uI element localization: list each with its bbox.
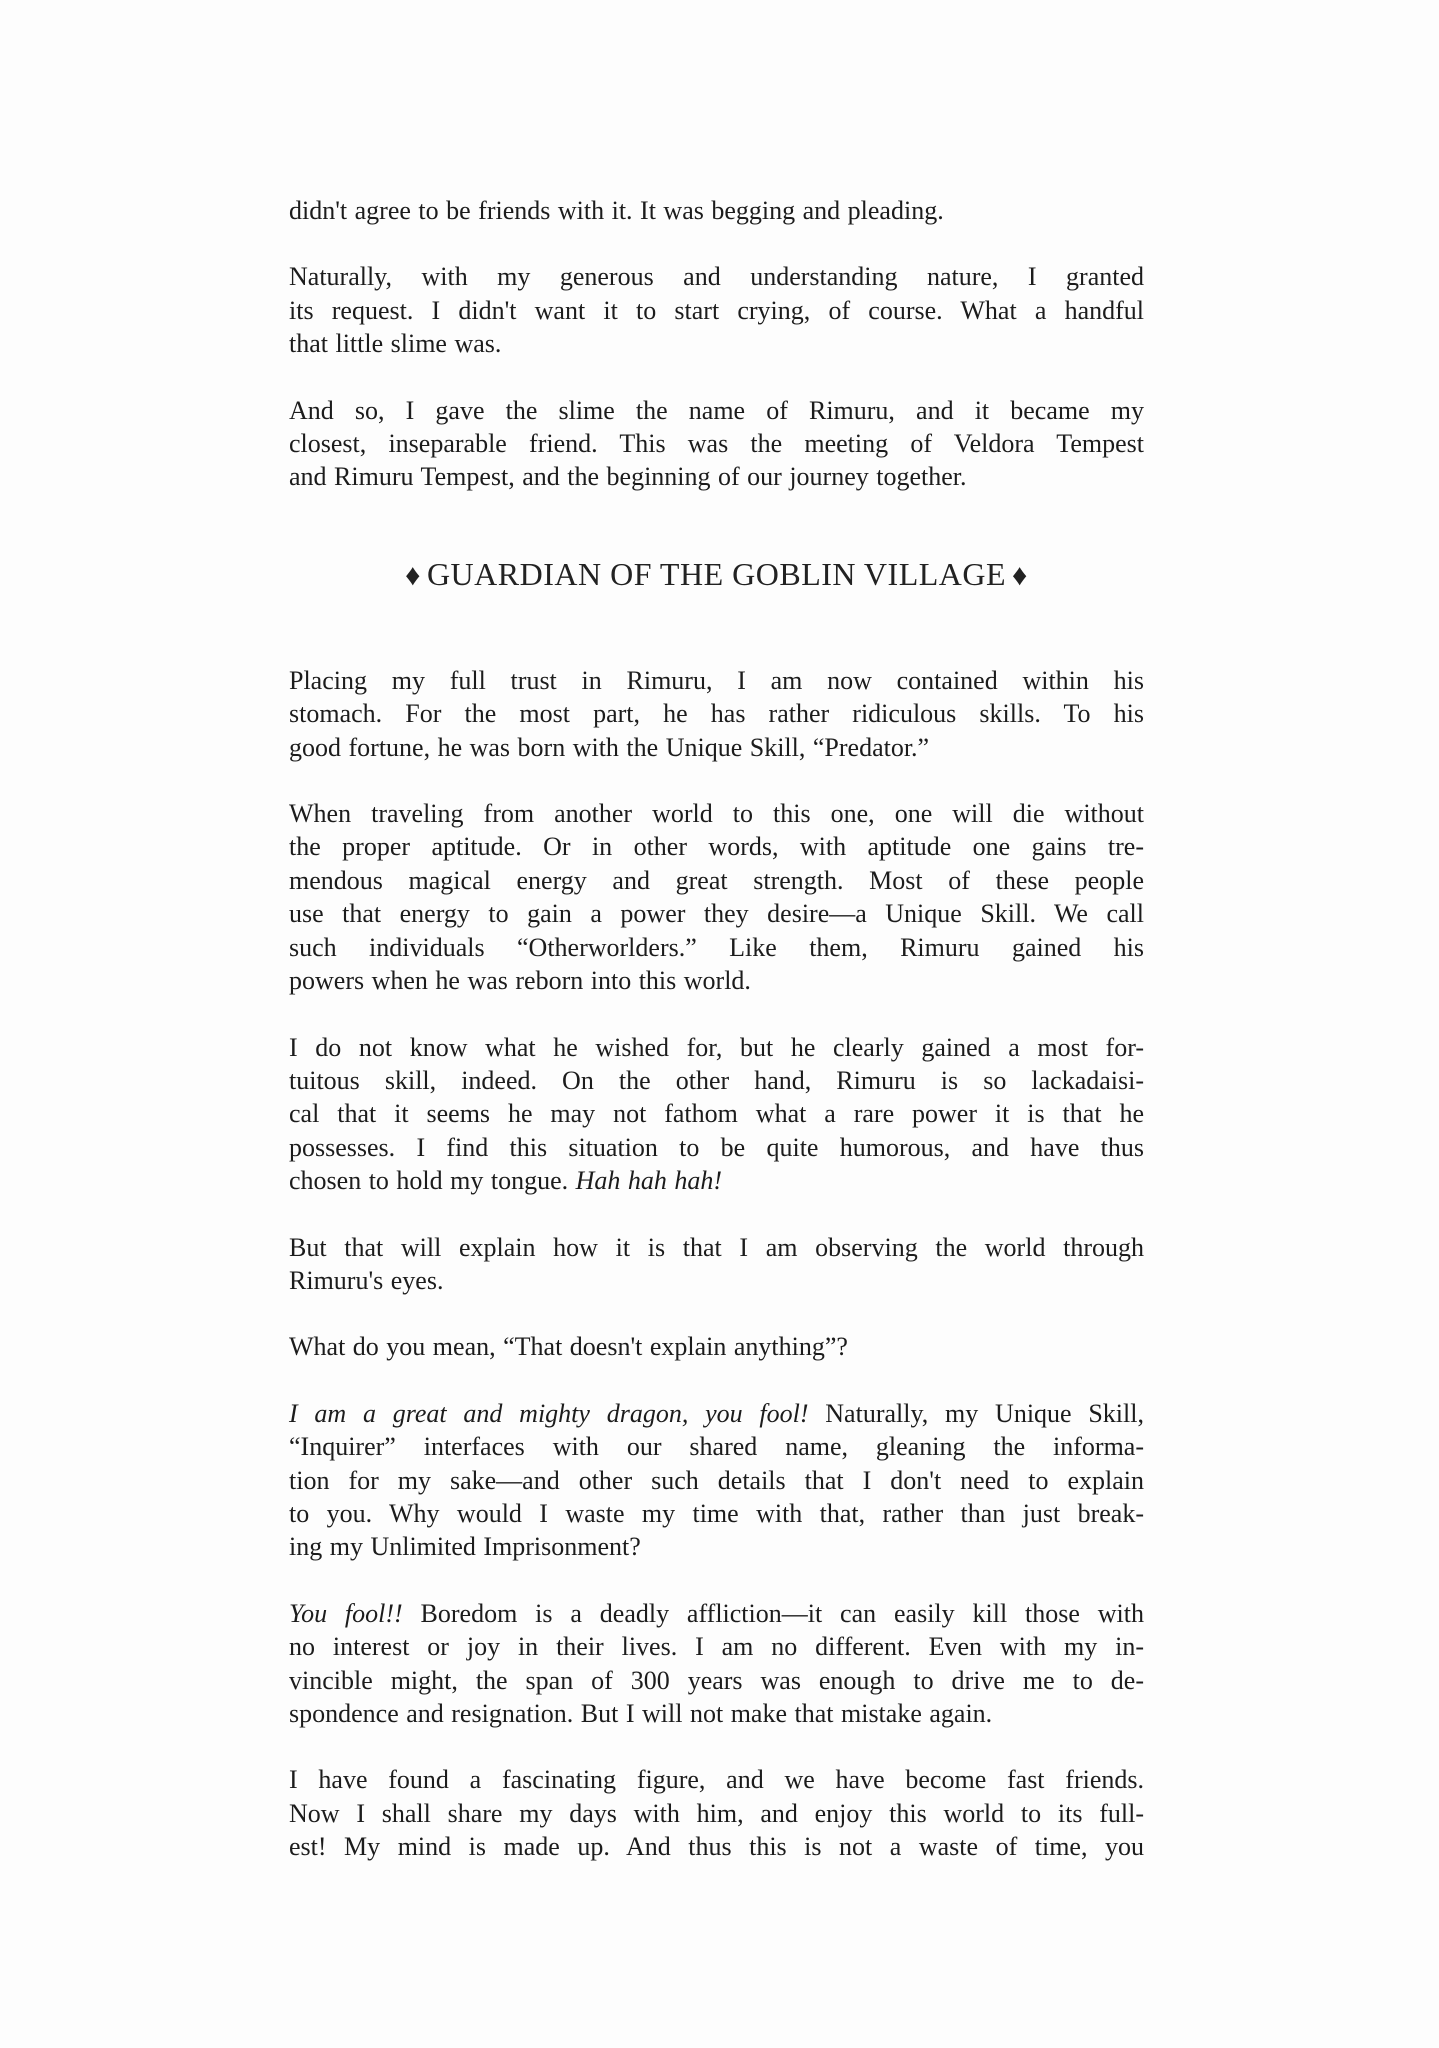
diamond-icon: ♦ [1012,558,1028,592]
paragraph-1 [289,194,1144,227]
paragraph-3 [289,394,1144,494]
text-line [289,1064,1144,1097]
body-text: tuitous skill, indeed. On the other hand, Rimuru is so lackadaisi- [289,1065,1144,1095]
paragraph-2 [289,260,1144,360]
body-text: spondence and resignation. But I will not make that mistake again. [289,1699,993,1728]
text-line [289,1530,1144,1563]
body-text: no interest or joy in their lives. I am no different. Even with my in- [289,1632,1144,1662]
text-line [289,1597,1144,1630]
body-text: But that will explain how it is that I am observing the world through [289,1232,1144,1262]
body-text: Naturally, my Unique Skill, [808,1398,1144,1428]
body-text: the proper aptitude. Or in other words, with aptitude one gains tre- [289,832,1144,862]
body-text: Rimuru's eyes. [289,1265,444,1295]
chapter-heading [289,554,1144,596]
paragraph-8 [289,1330,1144,1363]
italic-text: You fool!! [289,1598,403,1628]
text-line [289,1630,1144,1663]
text-line [289,1830,1144,1863]
text-line [289,1697,1144,1730]
body-text: closest, inseparable friend. This was the meeting of Veldora Tempest [289,429,1144,459]
body-text: its request. I didn't want it to start crying, of course. What a handful [289,295,1144,325]
body-text: and Rimuru Tempest, and the beginning of our journey together. [289,462,967,492]
text-column [289,194,1144,1897]
text-line [289,931,1144,964]
text-line [289,1164,1144,1197]
body-text: use that energy to gain a power they desire—a Unique Skill. We call [289,899,1144,929]
body-text: tion for my sake—and other such details that I don't need to explain [289,1465,1144,1495]
body-text: powers when he was reborn into this world. [289,966,751,996]
body-text: Boredom is a deadly affliction—it can easily kill those with [402,1598,1144,1628]
text-line [289,327,1144,360]
body-text: I do not know what he wished for, but he clearly gained a most for- [289,1032,1144,1062]
paragraph-6 [289,1031,1144,1198]
diamond-icon: ♦ [405,558,421,592]
text-line [289,830,1144,863]
text-line [289,394,1144,427]
italic-text: Hah hah hah! [575,1166,723,1196]
paragraph-11 [289,1763,1144,1863]
body-text: Placing my full trust in Rimuru, I am now contained within his [289,665,1144,695]
body-text: I have found a fascinating figure, and we have become fast friends. [289,1765,1144,1795]
paragraph-5 [289,797,1144,997]
body-text: cal that it seems he may not fathom what a rare power it is that he [289,1099,1144,1129]
text-line [289,1763,1144,1796]
body-text: that little slime was. [289,329,502,359]
section-after-heading [289,664,1144,1864]
text-line [289,897,1144,930]
paragraph-10 [289,1597,1144,1731]
body-text: est! My mind is made up. And thus this is not a waste of time, you [289,1832,1144,1862]
text-line [289,664,1144,697]
body-text: to you. Why would I waste my time with that, rather than just break- [289,1498,1144,1528]
body-text: And so, I gave the slime the name of Rimuru, and it became my [289,395,1144,425]
body-text: ing my Unlimited Imprisonment? [289,1532,641,1562]
text-line [289,731,1144,764]
text-line [289,194,1144,227]
text-line [289,1464,1144,1497]
text-line [289,460,1144,493]
body-text: When traveling from another world to this one, one will die without [289,799,1144,829]
body-text: What do you mean, “That doesn't explain anything”? [289,1332,848,1362]
body-text: mendous magical energy and great strength. Most of these people [289,865,1144,895]
text-line [289,1397,1144,1430]
body-text: Now I shall share my days with him, and enjoy this world to its full- [289,1798,1144,1828]
italic-text: I am a great and mighty dragon, you fool! [289,1398,809,1428]
text-line [289,427,1144,460]
text-line [289,1231,1144,1264]
text-line [289,964,1144,997]
body-text: such individuals “Otherworlders.” Like them, Rimuru gained his [289,932,1144,962]
section-before-heading [289,194,1144,494]
paragraph-7 [289,1231,1144,1298]
body-text: didn't agree to be friends with it. It was begging and pleading. [289,196,944,225]
text-line [289,1497,1144,1530]
body-text: Naturally, with my generous and understanding nature, I granted [289,262,1144,292]
text-line [289,260,1144,293]
text-line [289,797,1144,830]
text-line [289,1264,1144,1297]
body-text: “Inquirer” interfaces with our shared name, gleaning the informa- [289,1432,1144,1462]
text-line [289,697,1144,730]
body-text: chosen to hold my tongue. [289,1166,576,1196]
body-text: vincible might, the span of 300 years was enough to drive me to de- [289,1665,1144,1695]
body-text: stomach. For the most part, he has rather ridiculous skills. To his [289,699,1144,729]
text-line [289,1664,1144,1697]
text-line [289,1430,1144,1463]
text-line [289,294,1144,327]
paragraph-9 [289,1397,1144,1564]
text-line [289,1131,1144,1164]
paragraph-4 [289,664,1144,764]
chapter-heading-text: GUARDIAN OF THE GOBLIN VILLAGE [426,555,1007,592]
text-line [289,864,1144,897]
text-line [289,1031,1144,1064]
text-line [289,1797,1144,1830]
body-text: possesses. I find this situation to be quite humorous, and have thus [289,1132,1144,1162]
body-text: good fortune, he was born with the Unique Skill, “Predator.” [289,732,930,762]
text-line [289,1097,1144,1130]
text-line [289,1330,1144,1363]
